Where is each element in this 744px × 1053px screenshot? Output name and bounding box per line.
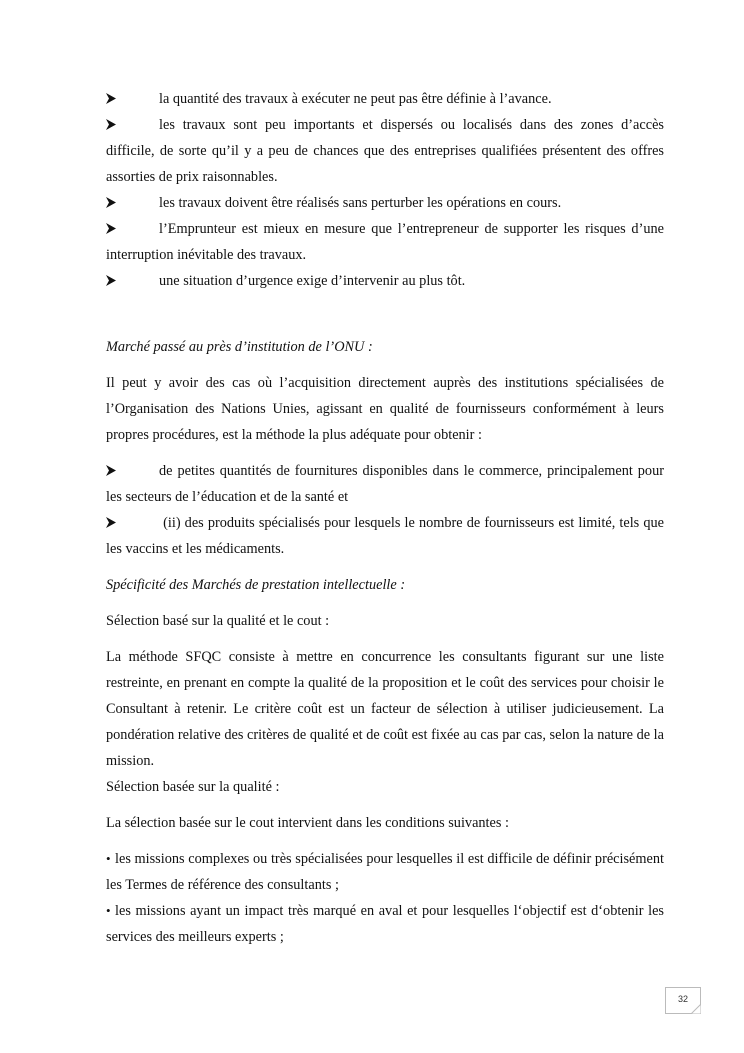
list-item: (ii) des produits spécialisés pour lesquels le nombre de fournisseurs est limité, tels que les vaccins et les médicaments. [106, 510, 664, 562]
section-heading-intellectual: Spécificité des Marchés de prestation intellectuelle : [106, 577, 406, 593]
list-item: les travaux doivent être réalisés sans perturber les opérations en cours. [106, 190, 664, 216]
page-number: 32 [665, 987, 701, 1014]
list-item: de petites quantités de fournitures disponibles dans le commerce, principalement pour les secteurs de l’éducation et de la santé et [106, 458, 664, 510]
list-item: la quantité des travaux à exécuter ne peut pas être définie à l’avance. [106, 86, 664, 112]
section-heading-onu: Marché passé au près d’institution de l’ONU : [106, 339, 373, 355]
subheading-quality-cost: Sélection basé sur la qualité et le cout : [106, 613, 330, 629]
dot-bullet-icon: • [106, 851, 111, 866]
onu-paragraph: Il peut y avoir des cas où l’acquisition directement auprès des institutions spécialisées de l’Organisation des Nations Unies, agissant en qualité de fournisseurs conformément à leurs propres procédures, est la méthode la plus adéquate pour obtenir : [106, 375, 664, 443]
subheading-quality: Sélection basée sur la qualité : [106, 779, 280, 795]
arrow-bullet-icon [106, 510, 159, 536]
list-item: • les missions complexes ou très spécialisées pour lesquelles il est difficile de définir précisément les Termes de référence des consultants ; [106, 846, 664, 898]
arrow-bullet-icon [106, 458, 159, 484]
page-fold-icon [691, 1004, 701, 1014]
arrow-bullet-icon [106, 268, 159, 294]
conditions-intro: La sélection basée sur le cout intervient dans les conditions suivantes : [106, 815, 509, 831]
arrow-bullet-icon [106, 190, 159, 216]
works-conditions-list [106, 86, 664, 294]
list-item: • les missions ayant un impact très marqué en aval et pour lesquelles l‘objectif est d‘obtenir les services des meilleurs experts ; [106, 898, 664, 950]
arrow-bullet-icon [106, 112, 159, 138]
list-item: les travaux sont peu importants et dispersés ou localisés dans des zones d’accès difficile, de sorte qu’il y a peu de chances que des entreprises qualifiées présentent des offres assorties de prix raisonnables. [106, 112, 664, 190]
arrow-bullet-icon [106, 86, 159, 112]
document-page [106, 86, 664, 950]
dot-bullet-icon: • [106, 903, 111, 918]
list-item: une situation d’urgence exige d’intervenir au plus tôt. [106, 268, 664, 294]
arrow-bullet-icon [106, 216, 159, 242]
list-item: l’Emprunteur est mieux en mesure que l’entrepreneur de supporter les risques d’une interruption inévitable des travaux. [106, 216, 664, 268]
sfqc-paragraph: La méthode SFQC consiste à mettre en concurrence les consultants figurant sur une liste restreinte, en prenant en compte la qualité de la proposition et le coût des services pour choisir le Consultant à retenir. Le critère coût est un facteur de sélection à utiliser judicieusement. La pondération relative des critères de qualité et de coût est fixée au cas par cas, selon la nature de la mission. [106, 649, 664, 769]
